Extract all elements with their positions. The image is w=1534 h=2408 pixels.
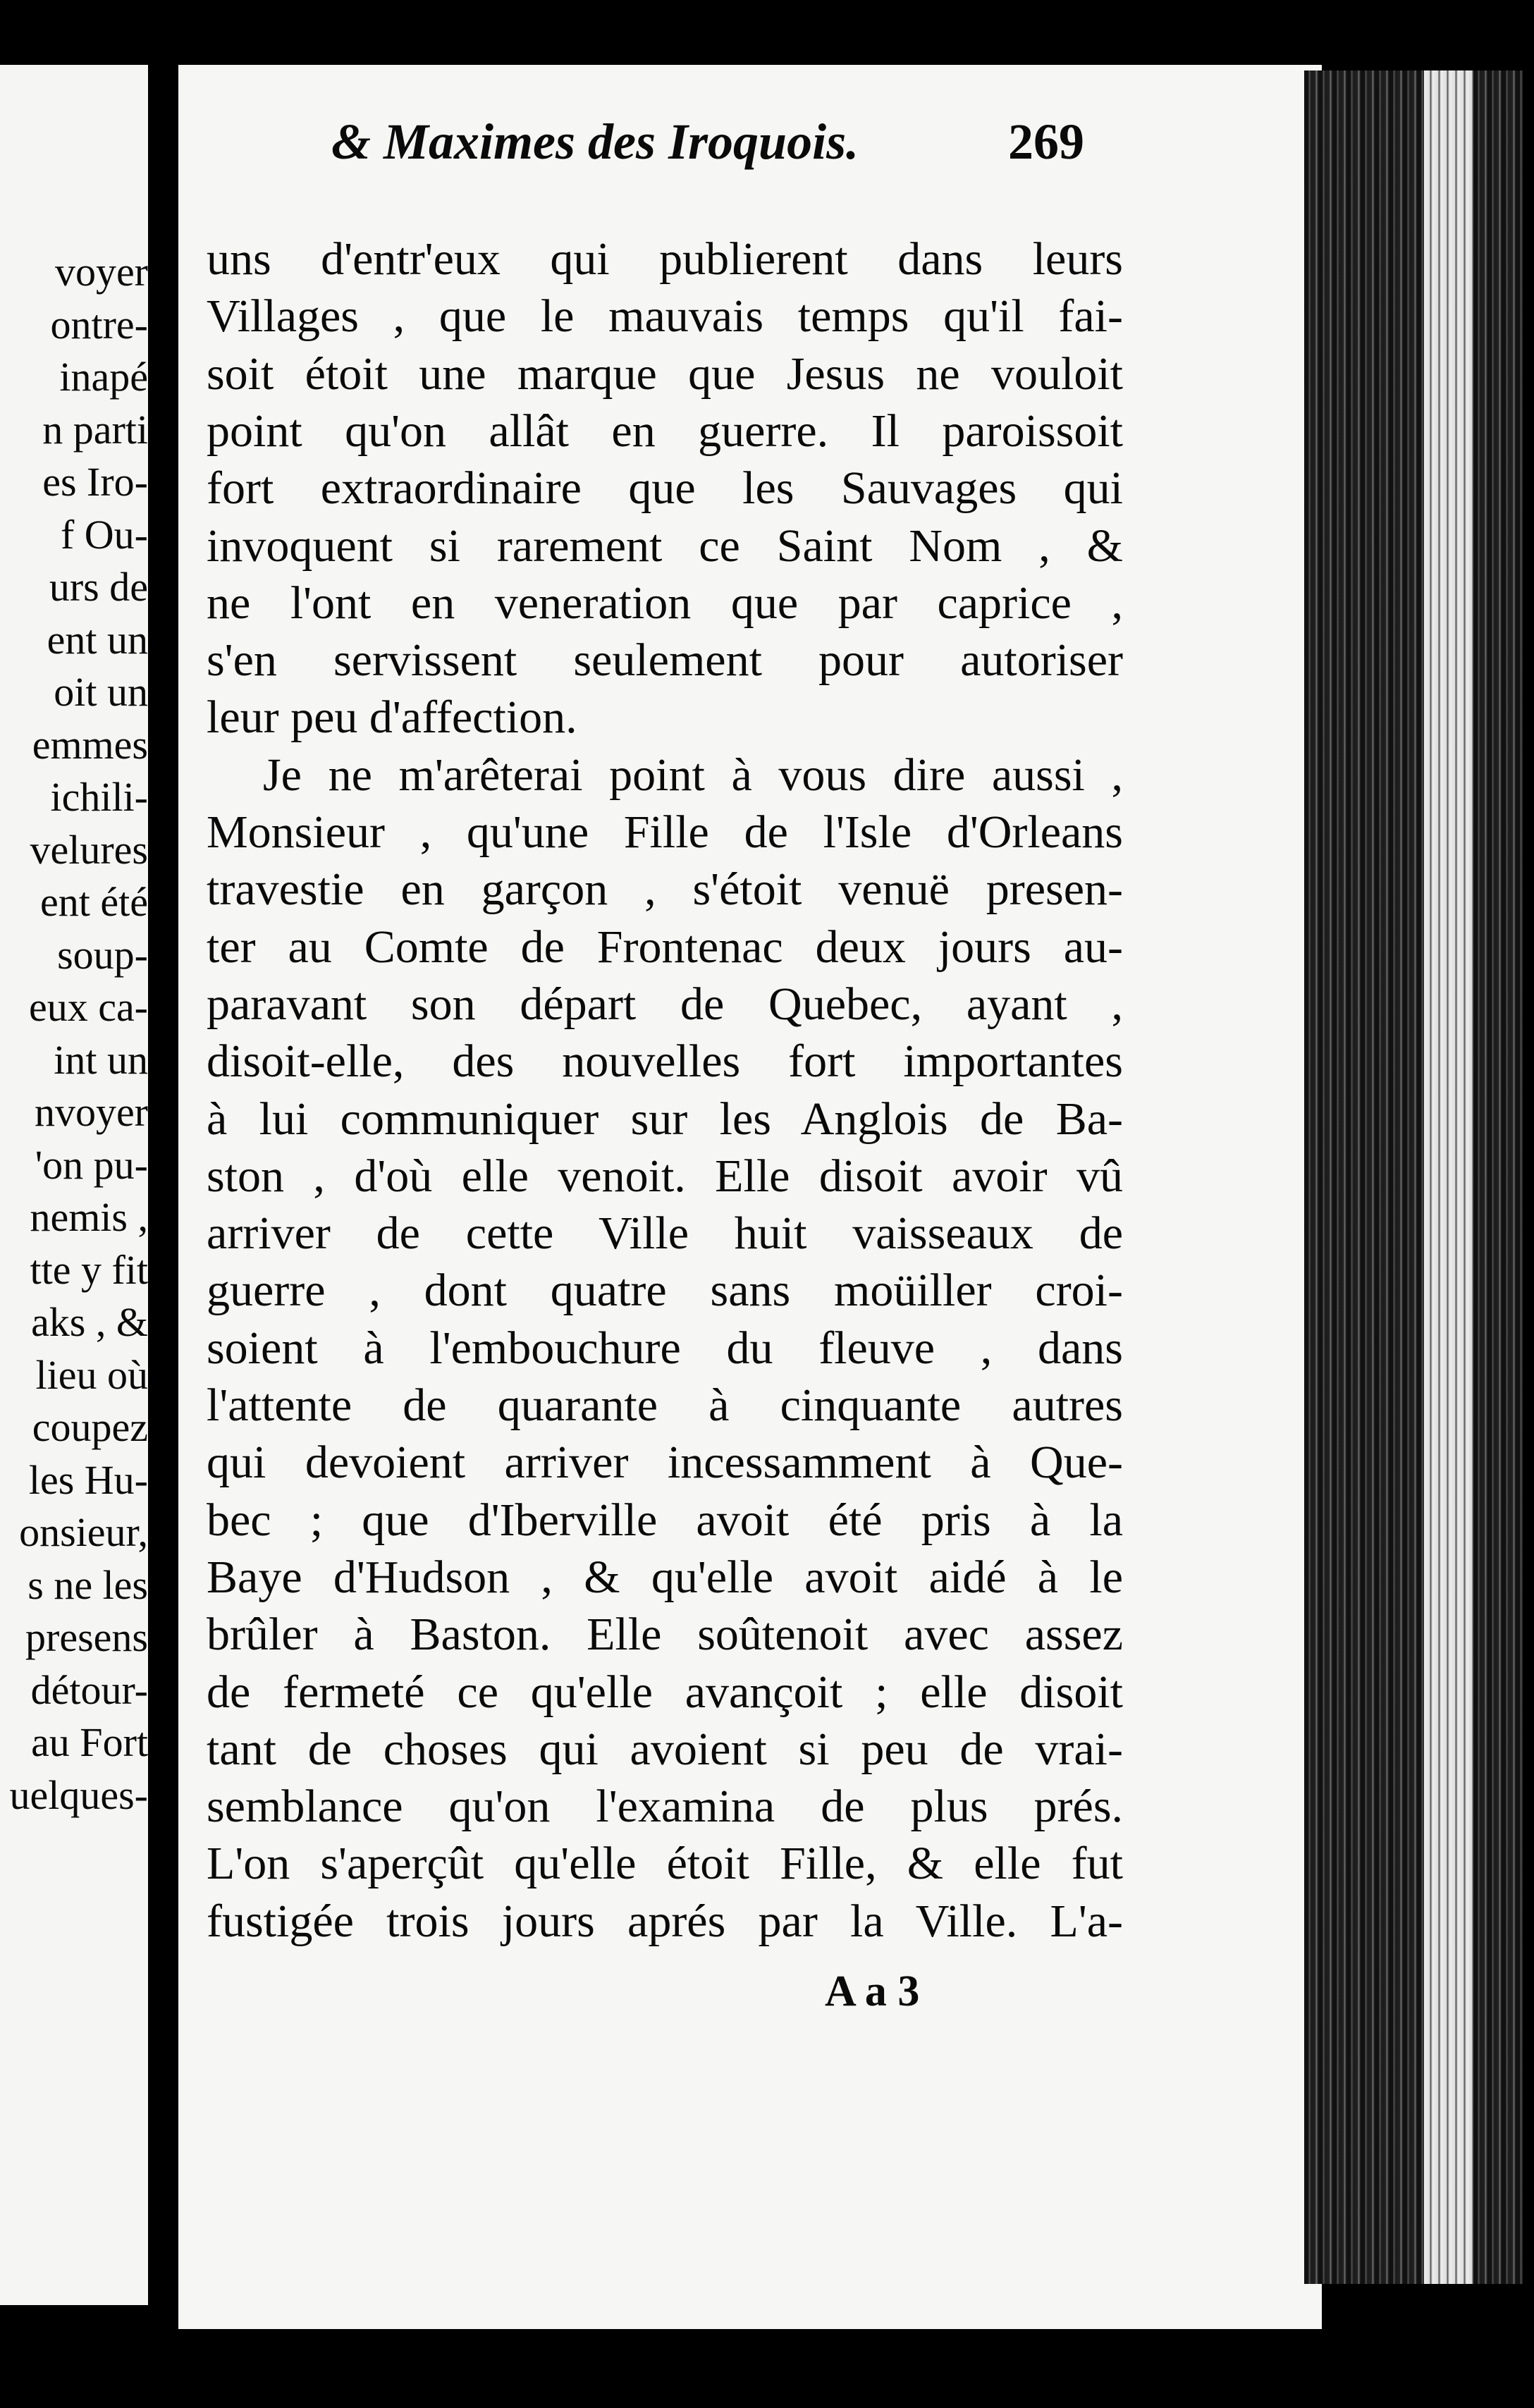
text-line: disoit-elle, des nouvelles fort importantes (207, 1036, 1123, 1088)
text-line: Je ne m'arêterai point à vous dire aussi , (263, 749, 1123, 801)
prev-page-line: ontre- (50, 301, 148, 348)
text-line: à lui communiquer sur les Anglois de Ba- (207, 1093, 1123, 1145)
text-line: brûler à Baston. Elle soûtenoit avec assez (207, 1609, 1123, 1661)
text-line: tant de choses qui avoient si peu de vrai- (207, 1723, 1123, 1775)
text-line: semblance qu'on l'examina de plus prés. (207, 1781, 1123, 1833)
prev-page-line: ichili- (50, 774, 148, 820)
prev-page-line: ent un (47, 616, 148, 663)
prev-page-line: voyer (54, 249, 148, 295)
prev-page-line: inapé (59, 354, 148, 400)
text-line: point qu'on allât en guerre. Il paroissoit (207, 405, 1123, 457)
text-line: fort extraordinaire que les Sauvages qui (207, 462, 1123, 515)
text-line: Monsieur , qu'une Fille de l'Isle d'Orleans (207, 806, 1123, 858)
prev-page-line: lieu où (35, 1351, 148, 1398)
prev-page-line: coupez (32, 1404, 148, 1450)
prev-page-line: tte y fit (30, 1246, 148, 1293)
text-line: Baye d'Hudson , & qu'elle avoit aidé à le (207, 1551, 1123, 1603)
previous-page-fragment (0, 65, 148, 2305)
text-line: ter au Comte de Frontenac deux jours au- (207, 921, 1123, 973)
prev-page-line: détour- (30, 1666, 148, 1713)
text-line: guerre , dont quatre sans moüiller croi- (207, 1265, 1123, 1317)
prev-page-line: soup- (57, 931, 148, 978)
prev-page-line: emmes (32, 721, 148, 768)
prev-page-line: ent été (40, 879, 148, 925)
prev-page-line: velures (30, 826, 148, 873)
page-edges (1304, 70, 1523, 2284)
text-line: soit étoit une marque que Jesus ne vouloit (207, 348, 1123, 400)
prev-page-line: nvoyer (34, 1089, 148, 1135)
signature-mark: A a 3 (825, 1967, 920, 2015)
prev-page-line: s ne les (27, 1561, 148, 1608)
text-line: L'on s'aperçût qu'elle étoit Fille, & elle fut (207, 1838, 1123, 1890)
text-line: s'en servissent seulement pour autoriser (207, 634, 1123, 687)
text-line: travestie en garçon , s'étoit venuë presen- (207, 864, 1123, 916)
prev-page-line: 'on pu- (35, 1141, 148, 1188)
prev-page-line: es Iro- (42, 459, 148, 505)
text-line: invoquent si rarement ce Saint Nom , & (207, 520, 1123, 572)
prev-page-line: eux ca- (28, 984, 148, 1030)
text-line: bec ; que d'Iberville avoit été pris à la (207, 1494, 1123, 1546)
text-line: paravant son départ de Quebec, ayant , (207, 978, 1123, 1030)
prev-page-line: urs de (49, 564, 148, 610)
prev-page-line: uelques- (9, 1771, 148, 1818)
prev-page-line: onsieur, (19, 1509, 148, 1555)
text-line: Villages , que le mauvais temps qu'il fai- (207, 290, 1123, 343)
prev-page-line: int un (54, 1036, 148, 1083)
text-line: ne l'ont en veneration que par caprice , (207, 577, 1123, 629)
prev-page-line: n parti (42, 406, 148, 453)
text-line: arriver de cette Ville huit vaisseaux de (207, 1208, 1123, 1260)
running-head-title: & Maximes des Iroquois. (331, 113, 859, 170)
prev-page-line: les Hu- (28, 1456, 148, 1503)
prev-page-line: nemis , (30, 1194, 148, 1240)
text-line: l'attente de quarante à cinquante autres (207, 1380, 1123, 1431)
text-line: qui devoient arriver incessamment à Que- (207, 1437, 1123, 1489)
text-line: fustigée trois jours aprés par la Ville. L'a- (207, 1895, 1123, 1947)
prev-page-line: f Ou- (60, 511, 148, 558)
prev-page-line: presens (25, 1614, 148, 1660)
prev-page-line: aks , & (31, 1299, 148, 1345)
text-line: soient à l'embouchure du fleuve , dans (207, 1322, 1123, 1374)
prev-page-line: au Fort (31, 1719, 148, 1765)
text-line: de fermeté ce qu'elle avançoit ; elle disoit (207, 1666, 1123, 1718)
text-line: ston , d'où elle venoit. Elle disoit avoir vû (207, 1150, 1123, 1202)
prev-page-line: oit un (54, 669, 148, 715)
text-line: leur peu d'affection. (207, 692, 577, 744)
text-line: uns d'entr'eux qui publierent dans leurs (207, 233, 1123, 285)
page-number: 269 (1008, 113, 1084, 170)
